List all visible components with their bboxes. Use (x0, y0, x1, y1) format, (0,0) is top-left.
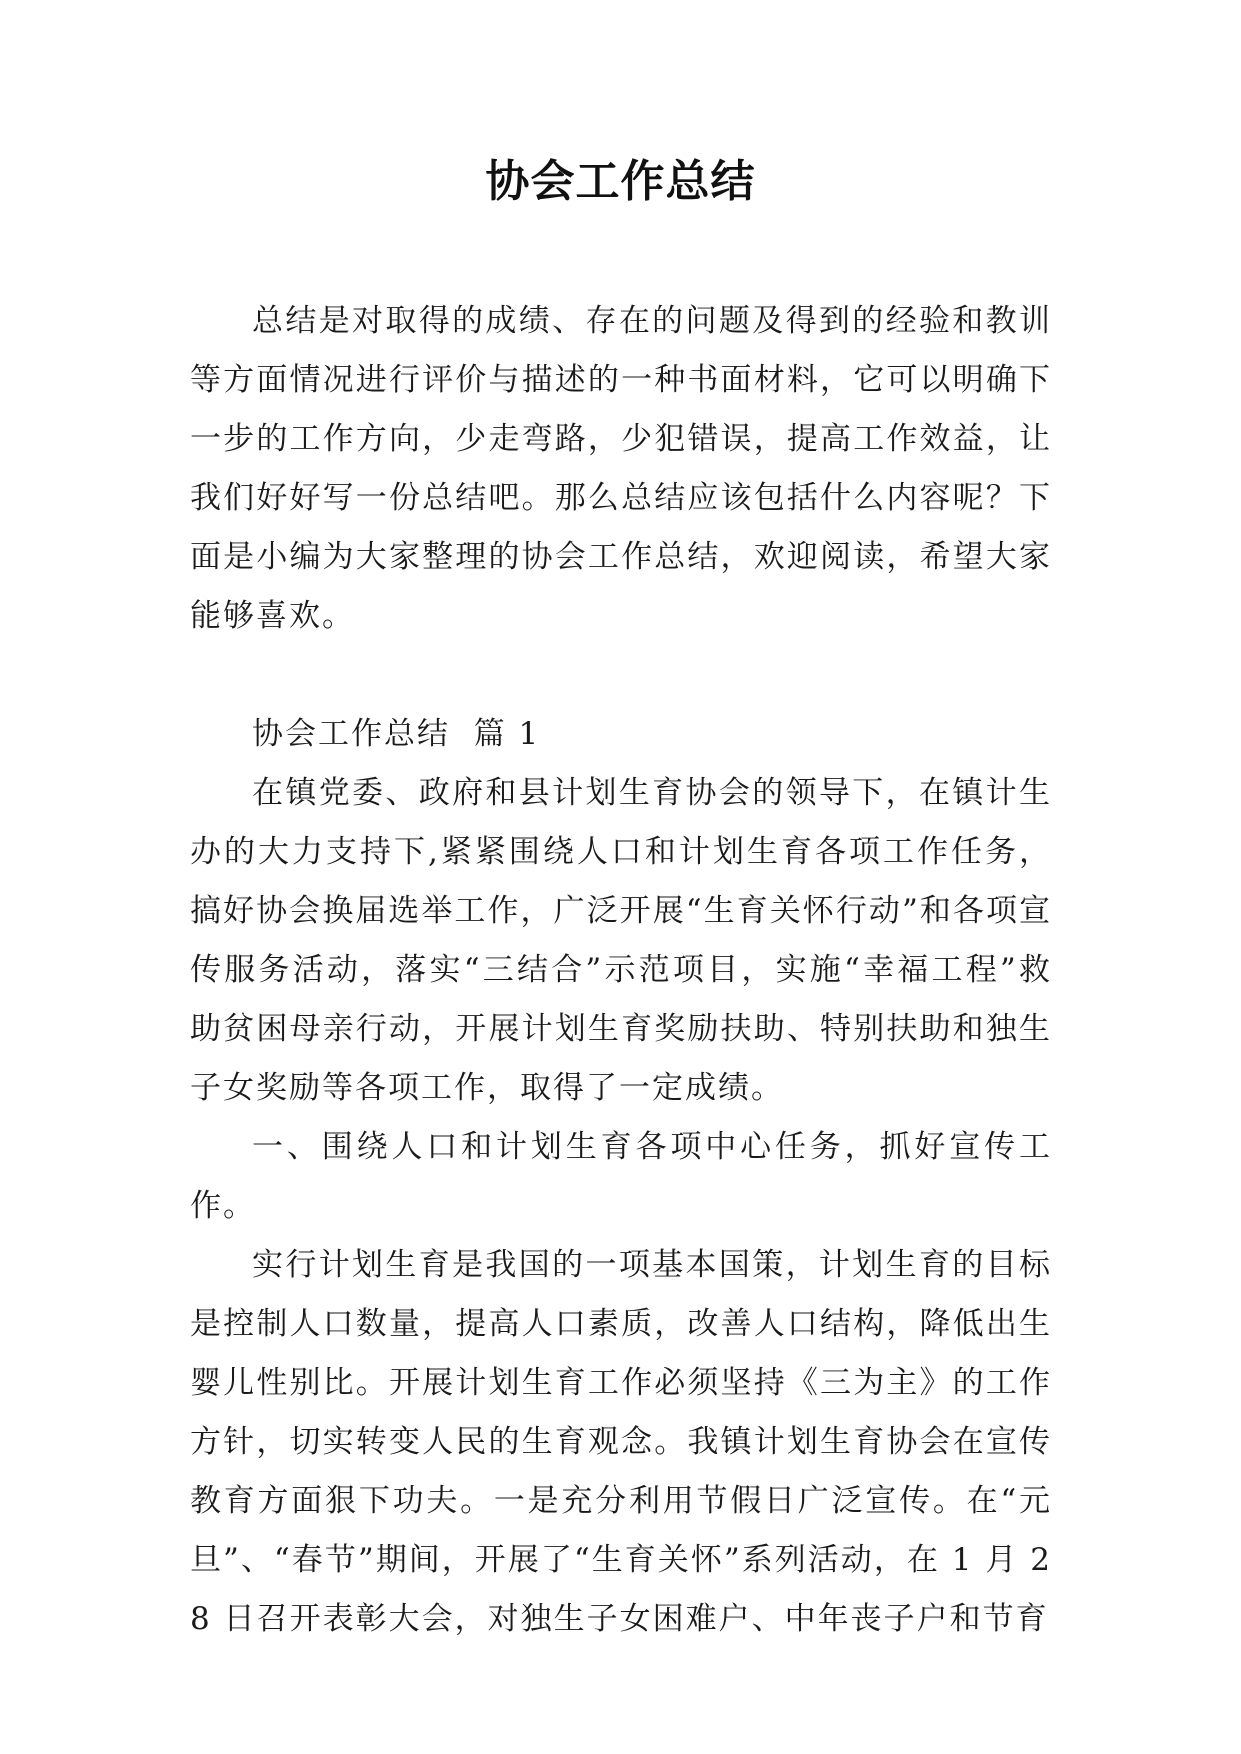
paragraph-spacer (190, 646, 1052, 705)
body-paragraph-2: 一、围绕人口和计划生育各项中心任务，抓好宣传工作。 (190, 1129, 1052, 1224)
document-body (190, 292, 1052, 1649)
section-heading: 协会工作总结 篇 1 (252, 716, 541, 752)
body-paragraph-3: 实行计划生育是我国的一项基本国策，计划生育的目标是控制人口数量，提高人口素质，改善人口结构，降低出生婴儿性别比。开展计划生育工作必须坚持《三为主》的工作方针，切实转变人民的生育观念。我镇计划生育协会在宣传教育方面狠下功夫。一是充分利用节假日广泛宣传。在“元旦”、“春节”期间，开展了“生育关怀”系列活动，在 1 月 28 日召开表彰大会，对独生子女困难户、中年丧子户和节育 (190, 1247, 1052, 1637)
body-paragraph-1: 在镇党委、政府和县计划生育协会的领导下，在镇计生办的大力支持下,紧紧围绕人口和计划生育各项工作任务，搞好协会换届选举工作，广泛开展“生育关怀行动”和各项宣传服务活动，落实“三结合”示范项目，实施“幸福工程”救助贫困母亲行动，开展计划生育奖励扶助、特别扶助和独生子女奖励等各项工作，取得了一定成绩。 (190, 775, 1052, 1106)
intro-paragraph: 总结是对取得的成绩、存在的问题及得到的经验和教训等方面情况进行评价与描述的一种书面材料，它可以明确下一步的工作方向，少走弯路，少犯错误，提高工作效益，让我们好好写一份总结吧。那么总结应该包括什么内容呢？下面是小编为大家整理的协会工作总结，欢迎阅读，希望大家能够喜欢。 (190, 303, 1052, 634)
document-title: 协会工作总结 (485, 156, 756, 207)
